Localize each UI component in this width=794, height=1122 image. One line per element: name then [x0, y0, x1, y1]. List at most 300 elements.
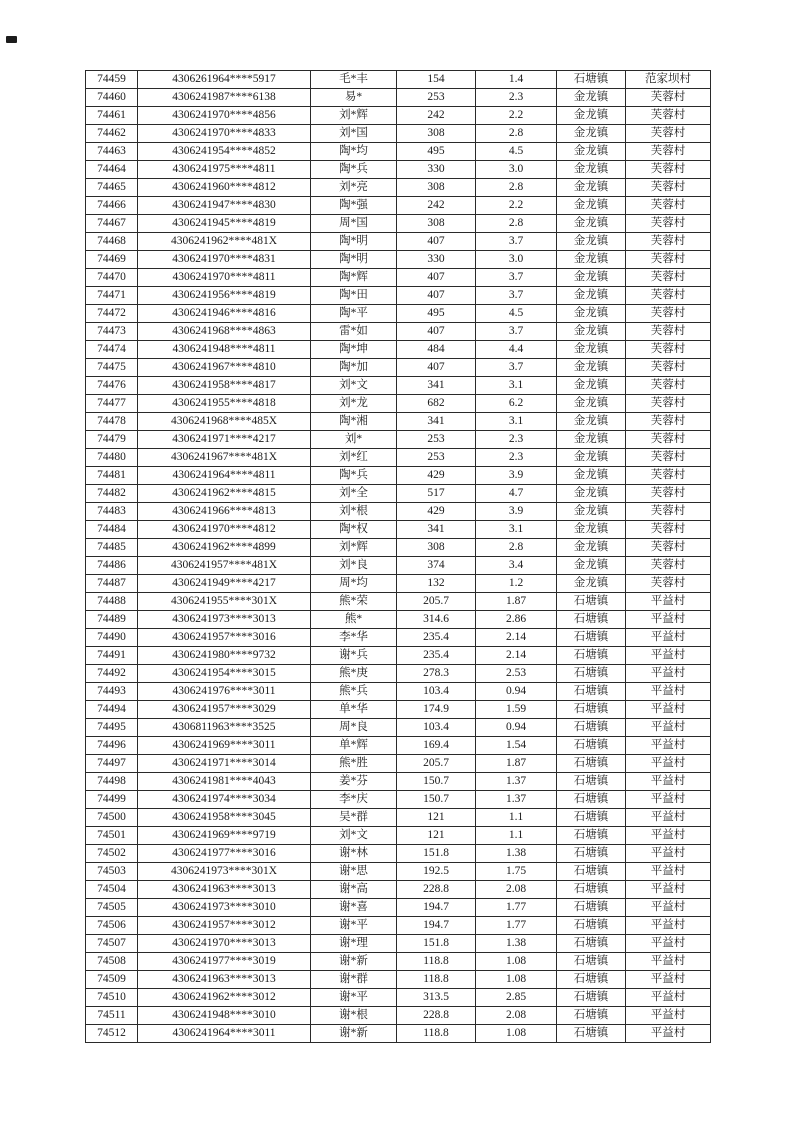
- cell-village: 芙蓉村: [626, 377, 711, 395]
- cell-id_number: 4306241954****3015: [138, 665, 311, 683]
- cell-town: 石塘镇: [557, 647, 626, 665]
- cell-serial: 74464: [86, 161, 138, 179]
- cell-id_number: 4306241970****4831: [138, 251, 311, 269]
- cell-name: 刘*文: [311, 827, 397, 845]
- cell-id_number: 4306241970****4856: [138, 107, 311, 125]
- cell-town: 石塘镇: [557, 935, 626, 953]
- cell-id_number: 4306241969****9719: [138, 827, 311, 845]
- cell-village: 平益村: [626, 845, 711, 863]
- cell-amount: 330: [397, 251, 476, 269]
- cell-serial: 74468: [86, 233, 138, 251]
- cell-town: 金龙镇: [557, 179, 626, 197]
- cell-amount: 495: [397, 305, 476, 323]
- cell-secondary_amount: 2.3: [476, 449, 557, 467]
- cell-secondary_amount: 0.94: [476, 719, 557, 737]
- cell-town: 石塘镇: [557, 683, 626, 701]
- cell-amount: 407: [397, 269, 476, 287]
- cell-id_number: 4306241975****4811: [138, 161, 311, 179]
- cell-secondary_amount: 2.14: [476, 629, 557, 647]
- cell-village: 芙蓉村: [626, 539, 711, 557]
- cell-village: 芙蓉村: [626, 341, 711, 359]
- cell-secondary_amount: 3.1: [476, 413, 557, 431]
- cell-serial: 74493: [86, 683, 138, 701]
- cell-secondary_amount: 1.08: [476, 971, 557, 989]
- table-row: [86, 143, 711, 161]
- cell-id_number: 4306241966****4813: [138, 503, 311, 521]
- cell-town: 金龙镇: [557, 431, 626, 449]
- table-row: [86, 935, 711, 953]
- cell-town: 石塘镇: [557, 953, 626, 971]
- cell-town: 金龙镇: [557, 413, 626, 431]
- cell-secondary_amount: 6.2: [476, 395, 557, 413]
- cell-name: 谢*群: [311, 971, 397, 989]
- cell-secondary_amount: 4.5: [476, 305, 557, 323]
- cell-town: 金龙镇: [557, 143, 626, 161]
- cell-town: 石塘镇: [557, 899, 626, 917]
- cell-village: 芙蓉村: [626, 215, 711, 233]
- cell-village: 芙蓉村: [626, 89, 711, 107]
- cell-town: 金龙镇: [557, 539, 626, 557]
- cell-amount: 253: [397, 449, 476, 467]
- cell-village: 芙蓉村: [626, 305, 711, 323]
- cell-town: 金龙镇: [557, 287, 626, 305]
- cell-town: 石塘镇: [557, 593, 626, 611]
- cell-id_number: 4306241974****3034: [138, 791, 311, 809]
- cell-amount: 151.8: [397, 845, 476, 863]
- cell-secondary_amount: 2.2: [476, 107, 557, 125]
- cell-secondary_amount: 1.1: [476, 827, 557, 845]
- cell-id_number: 4306241964****4811: [138, 467, 311, 485]
- cell-serial: 74478: [86, 413, 138, 431]
- cell-village: 芙蓉村: [626, 143, 711, 161]
- cell-village: 平益村: [626, 1007, 711, 1025]
- cell-name: 易*: [311, 89, 397, 107]
- cell-secondary_amount: 1.87: [476, 755, 557, 773]
- cell-serial: 74473: [86, 323, 138, 341]
- cell-secondary_amount: 3.0: [476, 161, 557, 179]
- cell-name: 单*华: [311, 701, 397, 719]
- cell-name: 周*良: [311, 719, 397, 737]
- table-row: [86, 521, 711, 539]
- cell-town: 金龙镇: [557, 269, 626, 287]
- cell-id_number: 4306241962****4899: [138, 539, 311, 557]
- cell-serial: 74480: [86, 449, 138, 467]
- cell-name: 谢*理: [311, 935, 397, 953]
- table-row: [86, 449, 711, 467]
- cell-amount: 174.9: [397, 701, 476, 719]
- cell-village: 平益村: [626, 701, 711, 719]
- cell-village: 平益村: [626, 953, 711, 971]
- cell-town: 石塘镇: [557, 845, 626, 863]
- cell-village: 范家坝村: [626, 71, 711, 89]
- cell-serial: 74509: [86, 971, 138, 989]
- cell-village: 芙蓉村: [626, 287, 711, 305]
- table-row: [86, 287, 711, 305]
- cell-amount: 194.7: [397, 899, 476, 917]
- cell-town: 石塘镇: [557, 737, 626, 755]
- cell-town: 金龙镇: [557, 107, 626, 125]
- cell-serial: 74507: [86, 935, 138, 953]
- cell-serial: 74477: [86, 395, 138, 413]
- cell-village: 芙蓉村: [626, 449, 711, 467]
- cell-village: 芙蓉村: [626, 323, 711, 341]
- cell-serial: 74472: [86, 305, 138, 323]
- table-row: [86, 125, 711, 143]
- cell-secondary_amount: 3.9: [476, 467, 557, 485]
- cell-id_number: 4306241957****3016: [138, 629, 311, 647]
- cell-name: 陶*平: [311, 305, 397, 323]
- cell-serial: 74495: [86, 719, 138, 737]
- cell-amount: 228.8: [397, 881, 476, 899]
- cell-name: 刘*良: [311, 557, 397, 575]
- cell-town: 金龙镇: [557, 197, 626, 215]
- cell-serial: 74492: [86, 665, 138, 683]
- cell-id_number: 4306241962****4815: [138, 485, 311, 503]
- cell-town: 石塘镇: [557, 827, 626, 845]
- cell-id_number: 4306811963****3525: [138, 719, 311, 737]
- cell-serial: 74502: [86, 845, 138, 863]
- cell-town: 石塘镇: [557, 71, 626, 89]
- table-row: [86, 377, 711, 395]
- cell-id_number: 4306241970****4812: [138, 521, 311, 539]
- cell-amount: 235.4: [397, 629, 476, 647]
- cell-village: 平益村: [626, 755, 711, 773]
- cell-secondary_amount: 0.94: [476, 683, 557, 701]
- cell-name: 姜*芬: [311, 773, 397, 791]
- cell-village: 芙蓉村: [626, 467, 711, 485]
- cell-village: 平益村: [626, 737, 711, 755]
- cell-secondary_amount: 1.08: [476, 1025, 557, 1043]
- cell-village: 平益村: [626, 629, 711, 647]
- cell-secondary_amount: 3.0: [476, 251, 557, 269]
- cell-name: 陶*兵: [311, 467, 397, 485]
- table-row: [86, 413, 711, 431]
- cell-name: 刘*: [311, 431, 397, 449]
- table-row: [86, 719, 711, 737]
- cell-serial: 74470: [86, 269, 138, 287]
- cell-id_number: 4306241955****4818: [138, 395, 311, 413]
- cell-town: 金龙镇: [557, 503, 626, 521]
- table-row: [86, 665, 711, 683]
- cell-amount: 118.8: [397, 953, 476, 971]
- cell-amount: 682: [397, 395, 476, 413]
- cell-id_number: 4306241958****3045: [138, 809, 311, 827]
- cell-village: 芙蓉村: [626, 197, 711, 215]
- cell-town: 金龙镇: [557, 449, 626, 467]
- cell-serial: 74471: [86, 287, 138, 305]
- cell-village: 平益村: [626, 989, 711, 1007]
- cell-secondary_amount: 1.38: [476, 845, 557, 863]
- cell-town: 石塘镇: [557, 773, 626, 791]
- cell-secondary_amount: 1.4: [476, 71, 557, 89]
- cell-amount: 253: [397, 89, 476, 107]
- cell-town: 金龙镇: [557, 485, 626, 503]
- cell-name: 熊*荣: [311, 593, 397, 611]
- cell-serial: 74483: [86, 503, 138, 521]
- cell-town: 金龙镇: [557, 251, 626, 269]
- cell-secondary_amount: 1.87: [476, 593, 557, 611]
- cell-id_number: 4306241967****4810: [138, 359, 311, 377]
- cell-serial: 74491: [86, 647, 138, 665]
- cell-serial: 74494: [86, 701, 138, 719]
- cell-name: 谢*新: [311, 953, 397, 971]
- cell-id_number: 4306241969****3011: [138, 737, 311, 755]
- cell-id_number: 4306241954****4852: [138, 143, 311, 161]
- cell-serial: 74485: [86, 539, 138, 557]
- cell-village: 芙蓉村: [626, 125, 711, 143]
- cell-name: 刘*龙: [311, 395, 397, 413]
- cell-town: 金龙镇: [557, 467, 626, 485]
- cell-name: 谢*平: [311, 917, 397, 935]
- cell-village: 芙蓉村: [626, 161, 711, 179]
- cell-name: 陶*明: [311, 251, 397, 269]
- cell-id_number: 4306241960****4812: [138, 179, 311, 197]
- cell-id_number: 4306241970****4833: [138, 125, 311, 143]
- table-row: [86, 107, 711, 125]
- cell-serial: 74466: [86, 197, 138, 215]
- cell-id_number: 4306241968****485X: [138, 413, 311, 431]
- table-row: [86, 611, 711, 629]
- table-row: [86, 809, 711, 827]
- cell-id_number: 4306241948****4811: [138, 341, 311, 359]
- cell-serial: 74462: [86, 125, 138, 143]
- cell-town: 石塘镇: [557, 611, 626, 629]
- cell-id_number: 4306241973****3010: [138, 899, 311, 917]
- table-row: [86, 953, 711, 971]
- table-row: [86, 503, 711, 521]
- cell-name: 单*辉: [311, 737, 397, 755]
- cell-secondary_amount: 1.1: [476, 809, 557, 827]
- cell-name: 熊*庚: [311, 665, 397, 683]
- cell-secondary_amount: 2.86: [476, 611, 557, 629]
- table-row: [86, 89, 711, 107]
- cell-amount: 235.4: [397, 647, 476, 665]
- cell-amount: 150.7: [397, 791, 476, 809]
- cell-serial: 74487: [86, 575, 138, 593]
- cell-amount: 151.8: [397, 935, 476, 953]
- cell-amount: 495: [397, 143, 476, 161]
- cell-name: 刘*根: [311, 503, 397, 521]
- cell-town: 金龙镇: [557, 359, 626, 377]
- cell-name: 陶*权: [311, 521, 397, 539]
- cell-id_number: 4306241973****3013: [138, 611, 311, 629]
- cell-secondary_amount: 3.7: [476, 233, 557, 251]
- cell-town: 石塘镇: [557, 755, 626, 773]
- cell-town: 金龙镇: [557, 557, 626, 575]
- table-row: [86, 197, 711, 215]
- table-row: [86, 701, 711, 719]
- table-row: [86, 683, 711, 701]
- cell-town: 石塘镇: [557, 1007, 626, 1025]
- cell-town: 金龙镇: [557, 305, 626, 323]
- cell-village: 芙蓉村: [626, 557, 711, 575]
- cell-village: 平益村: [626, 935, 711, 953]
- cell-id_number: 4306241957****3012: [138, 917, 311, 935]
- cell-id_number: 4306241973****301X: [138, 863, 311, 881]
- cell-name: 刘*亮: [311, 179, 397, 197]
- cell-name: 谢*喜: [311, 899, 397, 917]
- cell-amount: 103.4: [397, 719, 476, 737]
- cell-secondary_amount: 2.3: [476, 431, 557, 449]
- table-row: [86, 593, 711, 611]
- table-row: [86, 737, 711, 755]
- table-row: [86, 395, 711, 413]
- cell-name: 毛*丰: [311, 71, 397, 89]
- cell-amount: 132: [397, 575, 476, 593]
- cell-name: 陶*强: [311, 197, 397, 215]
- cell-amount: 118.8: [397, 971, 476, 989]
- cell-id_number: 4306241970****4811: [138, 269, 311, 287]
- cell-id_number: 4306241967****481X: [138, 449, 311, 467]
- cell-name: 谢*思: [311, 863, 397, 881]
- table-row: [86, 215, 711, 233]
- cell-amount: 429: [397, 467, 476, 485]
- table-row: [86, 305, 711, 323]
- cell-id_number: 4306241945****4819: [138, 215, 311, 233]
- cell-village: 平益村: [626, 665, 711, 683]
- cell-amount: 205.7: [397, 593, 476, 611]
- cell-serial: 74503: [86, 863, 138, 881]
- cell-amount: 313.5: [397, 989, 476, 1007]
- cell-amount: 194.7: [397, 917, 476, 935]
- cell-village: 芙蓉村: [626, 251, 711, 269]
- cell-amount: 253: [397, 431, 476, 449]
- cell-secondary_amount: 1.77: [476, 899, 557, 917]
- cell-town: 金龙镇: [557, 233, 626, 251]
- cell-serial: 74490: [86, 629, 138, 647]
- cell-name: 刘*全: [311, 485, 397, 503]
- cell-serial: 74475: [86, 359, 138, 377]
- cell-id_number: 4306241981****4043: [138, 773, 311, 791]
- cell-village: 平益村: [626, 881, 711, 899]
- cell-secondary_amount: 1.38: [476, 935, 557, 953]
- cell-amount: 330: [397, 161, 476, 179]
- cell-village: 平益村: [626, 863, 711, 881]
- cell-serial: 74505: [86, 899, 138, 917]
- cell-secondary_amount: 3.7: [476, 269, 557, 287]
- cell-secondary_amount: 1.08: [476, 953, 557, 971]
- cell-town: 石塘镇: [557, 971, 626, 989]
- cell-serial: 74501: [86, 827, 138, 845]
- table-row: [86, 269, 711, 287]
- table-row: [86, 251, 711, 269]
- cell-id_number: 4306241968****4863: [138, 323, 311, 341]
- cell-amount: 121: [397, 827, 476, 845]
- cell-id_number: 4306241987****6138: [138, 89, 311, 107]
- cell-town: 石塘镇: [557, 701, 626, 719]
- cell-serial: 74461: [86, 107, 138, 125]
- table-row: [86, 647, 711, 665]
- cell-id_number: 4306241946****4816: [138, 305, 311, 323]
- cell-town: 石塘镇: [557, 719, 626, 737]
- cell-secondary_amount: 1.77: [476, 917, 557, 935]
- cell-secondary_amount: 2.08: [476, 881, 557, 899]
- cell-amount: 407: [397, 323, 476, 341]
- cell-name: 陶*明: [311, 233, 397, 251]
- cell-name: 李*庆: [311, 791, 397, 809]
- cell-id_number: 4306241963****3013: [138, 881, 311, 899]
- cell-name: 谢*高: [311, 881, 397, 899]
- cell-village: 平益村: [626, 647, 711, 665]
- cell-serial: 74496: [86, 737, 138, 755]
- records-table: [85, 70, 711, 1043]
- cell-id_number: 4306241955****301X: [138, 593, 311, 611]
- cell-serial: 74510: [86, 989, 138, 1007]
- cell-secondary_amount: 2.3: [476, 89, 557, 107]
- table-row: [86, 575, 711, 593]
- cell-serial: 74476: [86, 377, 138, 395]
- cell-amount: 341: [397, 413, 476, 431]
- cell-town: 金龙镇: [557, 125, 626, 143]
- cell-id_number: 4306241957****481X: [138, 557, 311, 575]
- records-table-body: [86, 71, 711, 1043]
- cell-amount: 242: [397, 107, 476, 125]
- cell-name: 陶*均: [311, 143, 397, 161]
- table-row: [86, 1025, 711, 1043]
- cell-amount: 308: [397, 539, 476, 557]
- table-row: [86, 881, 711, 899]
- cell-serial: 74511: [86, 1007, 138, 1025]
- cell-name: 周*国: [311, 215, 397, 233]
- cell-name: 陶*兵: [311, 161, 397, 179]
- cell-town: 金龙镇: [557, 521, 626, 539]
- cell-amount: 308: [397, 215, 476, 233]
- cell-village: 芙蓉村: [626, 485, 711, 503]
- cell-name: 熊*胜: [311, 755, 397, 773]
- table-row: [86, 341, 711, 359]
- cell-secondary_amount: 2.8: [476, 125, 557, 143]
- cell-town: 金龙镇: [557, 341, 626, 359]
- cell-name: 谢*新: [311, 1025, 397, 1043]
- cell-amount: 169.4: [397, 737, 476, 755]
- cell-name: 雷*如: [311, 323, 397, 341]
- cell-amount: 154: [397, 71, 476, 89]
- cell-village: 芙蓉村: [626, 359, 711, 377]
- cell-serial: 74469: [86, 251, 138, 269]
- cell-name: 李*华: [311, 629, 397, 647]
- cell-amount: 308: [397, 125, 476, 143]
- cell-serial: 74504: [86, 881, 138, 899]
- cell-town: 石塘镇: [557, 1025, 626, 1043]
- cell-amount: 374: [397, 557, 476, 575]
- cell-village: 平益村: [626, 917, 711, 935]
- cell-amount: 429: [397, 503, 476, 521]
- cell-town: 石塘镇: [557, 809, 626, 827]
- cell-village: 芙蓉村: [626, 395, 711, 413]
- cell-village: 平益村: [626, 1025, 711, 1043]
- cell-amount: 205.7: [397, 755, 476, 773]
- cell-name: 吴*群: [311, 809, 397, 827]
- cell-town: 金龙镇: [557, 323, 626, 341]
- cell-name: 刘*红: [311, 449, 397, 467]
- table-row: [86, 989, 711, 1007]
- cell-id_number: 4306241958****4817: [138, 377, 311, 395]
- table-row: [86, 863, 711, 881]
- cell-serial: 74460: [86, 89, 138, 107]
- cell-serial: 74474: [86, 341, 138, 359]
- cell-name: 谢*兵: [311, 647, 397, 665]
- cell-serial: 74499: [86, 791, 138, 809]
- table-row: [86, 971, 711, 989]
- cell-secondary_amount: 3.1: [476, 521, 557, 539]
- cell-amount: 407: [397, 233, 476, 251]
- cell-name: 刘*辉: [311, 107, 397, 125]
- cell-village: 芙蓉村: [626, 179, 711, 197]
- table-row: [86, 323, 711, 341]
- cell-id_number: 4306241964****3011: [138, 1025, 311, 1043]
- cell-secondary_amount: 3.7: [476, 287, 557, 305]
- cell-name: 周*均: [311, 575, 397, 593]
